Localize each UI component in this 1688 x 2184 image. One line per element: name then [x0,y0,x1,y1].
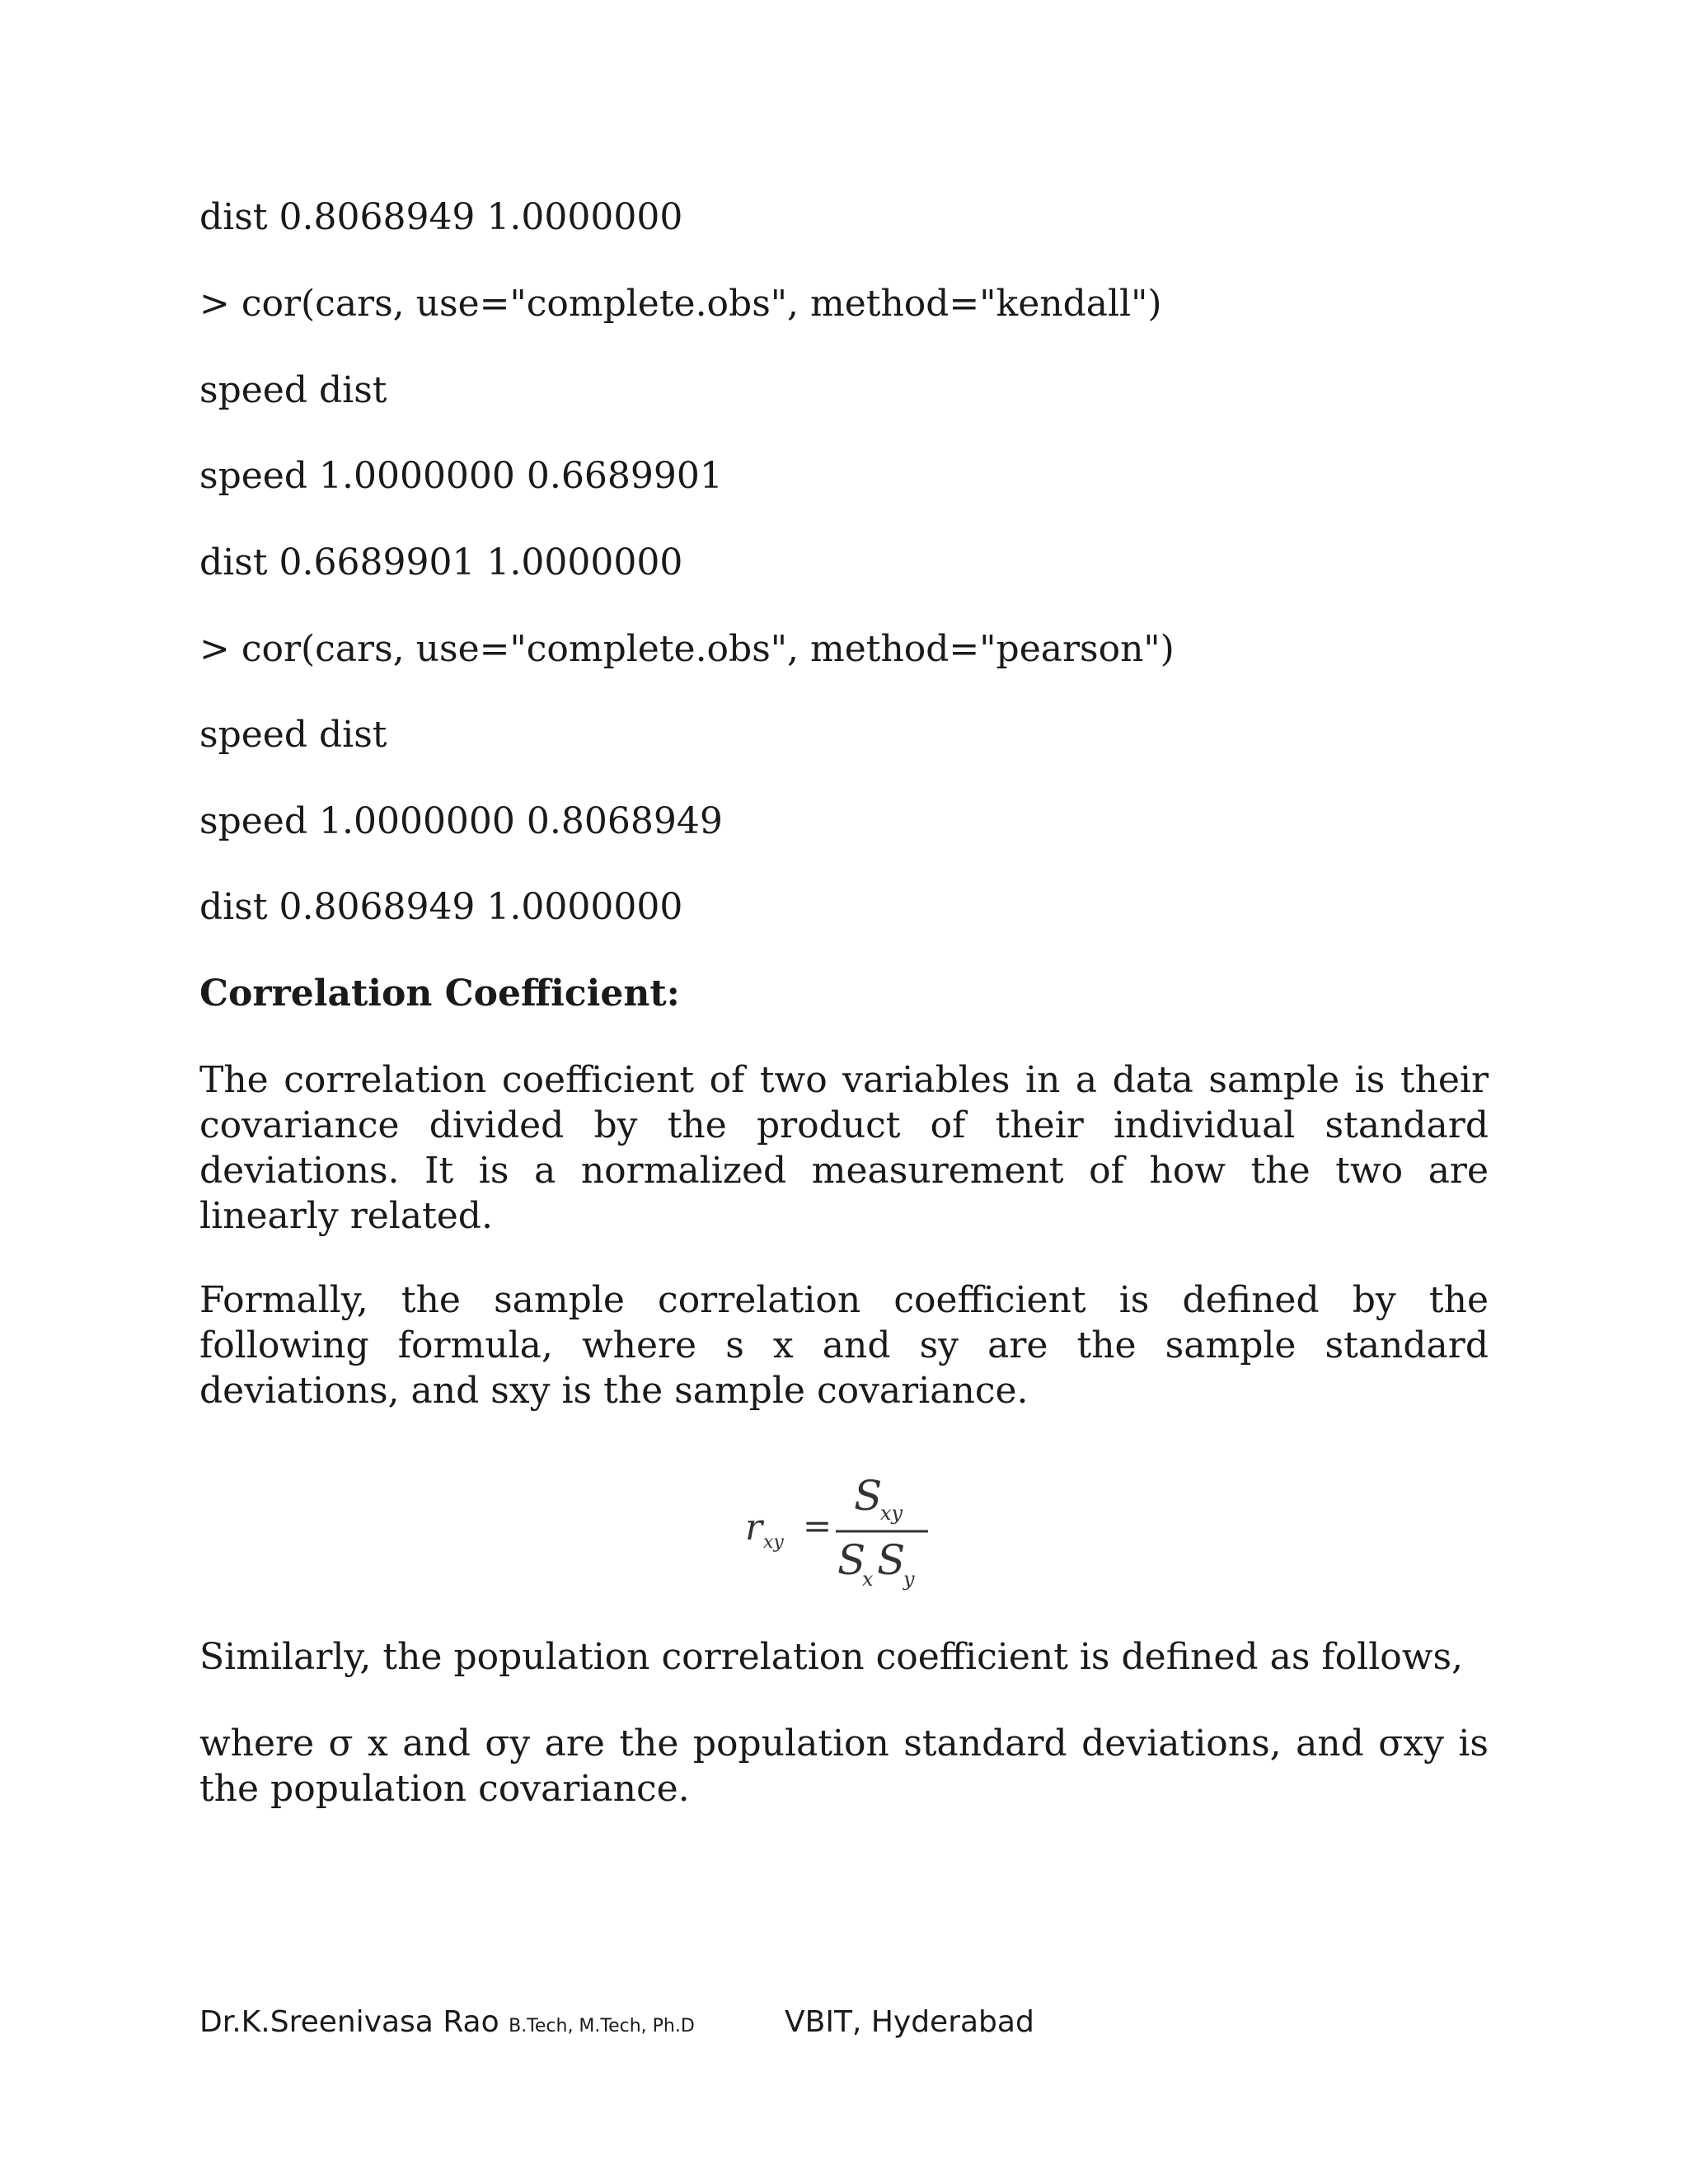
paragraph-population-definition: where σ x and σy are the population standard deviations, and σxy is the population covariance. [199,1722,1489,1810]
footer-author-name: Dr.K.Sreenivasa Rao [199,2005,499,2039]
section-heading: Correlation Coefficient: [199,972,680,1015]
paragraph-population: Similarly, the population correlation coefficient is defined as follows, [199,1636,1464,1678]
formula-numerator-sub: xy [880,1502,903,1525]
code-line: > cor(cars, use="complete.obs", method="pearson") [199,628,1175,670]
code-line: speed dist [199,714,387,756]
paragraph-sample-formula: Formally, the sample correlation coefficient is defined by the following formula, where s x and sy are the sample standard deviations, and sxy is the sample covariance. [199,1279,1489,1412]
code-line: speed dist [199,369,387,411]
formula-lhs-sub: xy [763,1532,784,1553]
formula-denominator-sx: S [837,1536,866,1584]
code-line: dist 0.8068949 1.0000000 [199,886,683,928]
footer-author [199,2004,695,2045]
code-line: dist 0.6689901 1.0000000 [199,541,683,583]
code-line: speed 1.0000000 0.6689901 [199,455,723,497]
correlation-formula [738,1459,953,1599]
formula-denominator-sx-sub: x [862,1568,874,1591]
footer-institute: VBIT, Hyderabad [785,2005,1034,2039]
formula-equals: = [803,1506,832,1546]
code-line: speed 1.0000000 0.8068949 [199,800,723,842]
formula-lhs: r [745,1507,763,1549]
code-line: > cor(cars, use="complete.obs", method="kendall") [199,283,1162,325]
code-line: dist 0.8068949 1.0000000 [199,196,683,238]
formula-numerator: S [854,1472,883,1520]
footer-author-degrees: B.Tech, M.Tech, Ph.D [509,2016,695,2036]
formula-denominator-sy-sub: y [903,1568,915,1591]
formula-denominator-sy: S [877,1536,906,1584]
paragraph-definition: The correlation coefficient of two variables in a data sample is their covariance divided by the product of their individual standard deviations. It is a normalized measurement of how the two are linearly related. [199,1059,1489,1237]
